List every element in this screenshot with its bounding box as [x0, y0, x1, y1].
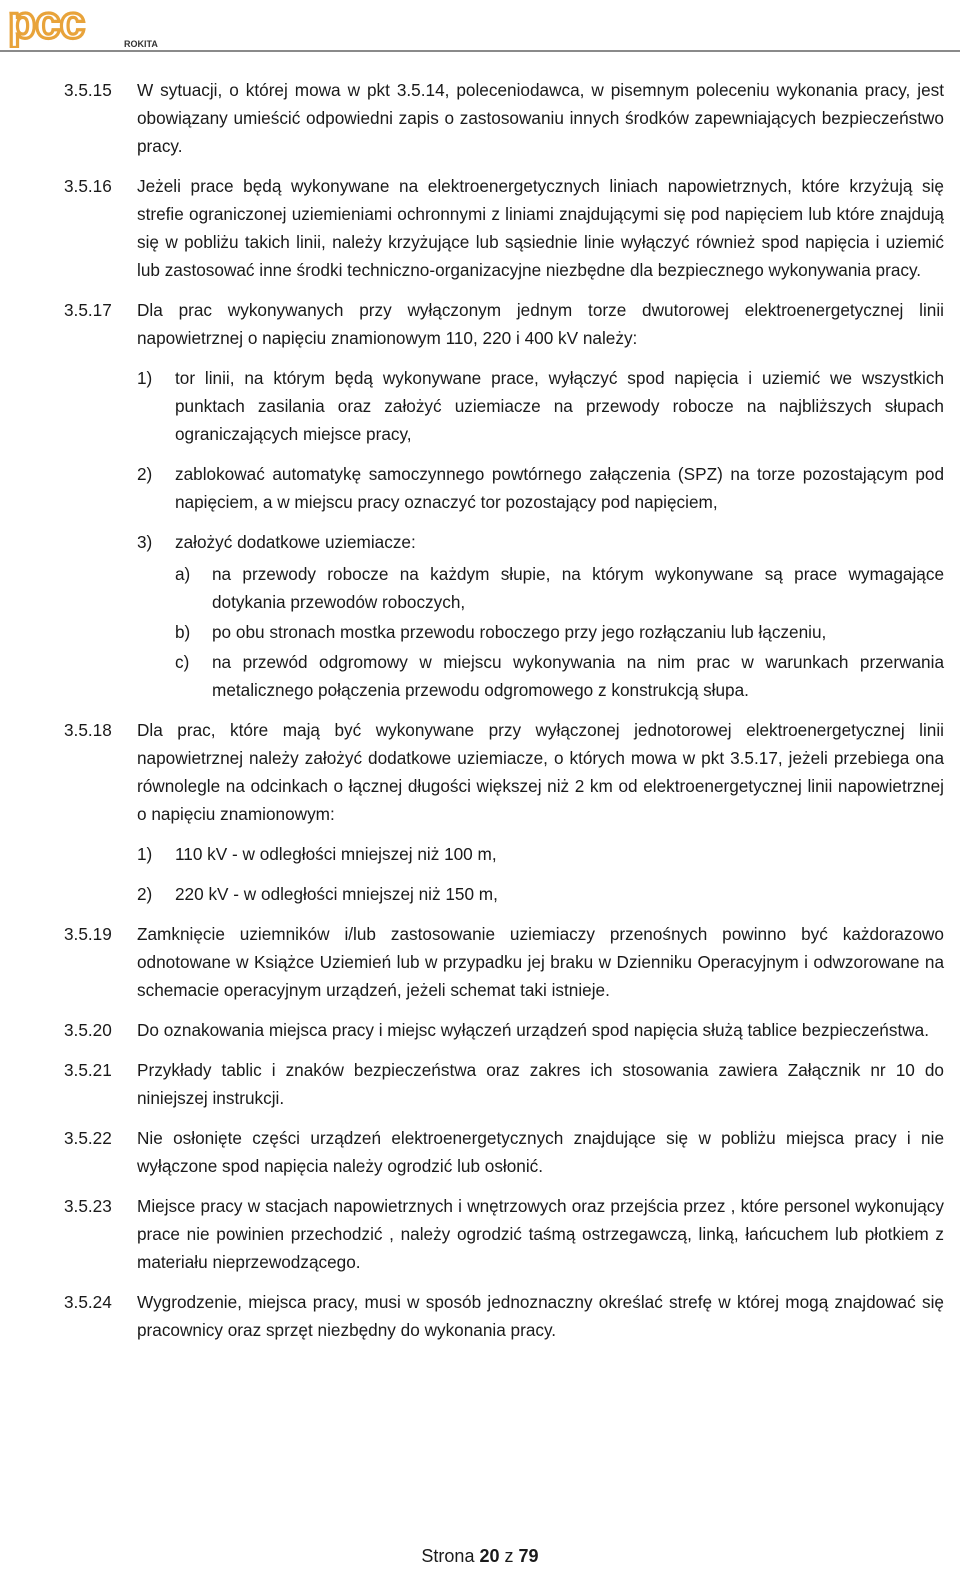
section-text: Nie osłonięte części urządzeń elektroenergetycznych znajdujące się w pobliżu miejsca pracy i nie wyłączone spod napięcia należy ogrodzić lub osłonić.: [137, 1128, 944, 1176]
sub-list-item-text: po obu stronach mostka przewodu roboczego przy jego rozłączaniu lub łączeniu,: [212, 622, 827, 642]
section-text: Miejsce pracy w stacjach napowietrznych i wnętrzowych oraz przejścia przez , które personel wykonujący prace nie powinien przechodzić , należy ogrodzić taśmą ostrzegawczą, linką, łańcuchem lub płotkiem z materiału nieprzewodzącego.: [137, 1196, 944, 1272]
list-item-text: założyć dodatkowe uziemiacze:: [175, 532, 416, 552]
sub-list-item: [175, 648, 944, 704]
section-text: W sytuacji, o której mowa w pkt 3.5.14, poleceniodawca, w pisemnym poleceniu wykonania pracy, jest obowiązany umieścić odpowiedni zapis o zastosowaniu innych środków zapewniających bezpieczeństwo pracy.: [137, 80, 944, 156]
section-number: 3.5.18: [64, 720, 112, 740]
sub-list-item-text: na przewód odgromowy w miejscu wykonywania na nim prac w warunkach przerwania metalicznego połączenia przewodu odgromowego z konstrukcją słupa.: [212, 652, 944, 700]
section-3-5-18-list: [137, 840, 944, 908]
list-item-text: 220 kV - w odległości mniejszej niż 150 m,: [175, 884, 498, 904]
section-number: 3.5.15: [64, 80, 112, 100]
section-number: 3.5.23: [64, 1196, 112, 1216]
sub-list: [175, 560, 944, 704]
list-item: [137, 528, 944, 556]
list-marker: 1): [137, 368, 153, 388]
list-marker: 3): [137, 532, 153, 552]
section-text: Dla prac wykonywanych przy wyłączonym jednym torze dwutorowej elektroenergetycznej linii napowietrznej o napięciu znamionowym 110, 220 i 400 kV należy:: [137, 300, 944, 348]
sub-list-item-text: na przewody robocze na każdym słupie, na którym wykonywane są prace wymagające dotykania przewodów roboczych,: [212, 564, 944, 612]
section-3-5-17-list: [137, 364, 944, 704]
sub-list-marker: b): [175, 622, 191, 642]
section-3-5-24: [64, 1288, 944, 1344]
sub-list-marker: c): [175, 652, 190, 672]
section-text: Wygrodzenie, miejsca pracy, musi w sposób jednoznaczny określać strefę w której mogą znajdować się pracownicy oraz sprzęt niezbędny do wykonania pracy.: [137, 1292, 944, 1340]
page-footer: [0, 1542, 960, 1570]
list-item: [137, 880, 944, 908]
header-divider: [0, 50, 960, 52]
section-number: 3.5.16: [64, 176, 112, 196]
current-page: 20: [479, 1546, 500, 1566]
section-number: 3.5.20: [64, 1020, 112, 1040]
section-3-5-23: [64, 1192, 944, 1276]
list-item-text: 110 kV - w odległości mniejszej niż 100 m,: [175, 844, 497, 864]
document-body: [64, 76, 944, 1356]
section-3-5-18: [64, 716, 944, 828]
section-3-5-21: [64, 1056, 944, 1112]
list-item: [137, 840, 944, 868]
section-3-5-16: [64, 172, 944, 284]
sub-list-item: [175, 618, 944, 646]
section-text: Do oznakowania miejsca pracy i miejsc wyłączeń urządzeń spod napięcia służą tablice bezpieczeństwa.: [137, 1020, 929, 1040]
section-number: 3.5.22: [64, 1128, 112, 1148]
list-item: [137, 460, 944, 516]
section-3-5-20: [64, 1016, 944, 1044]
total-pages: 79: [518, 1546, 539, 1566]
list-marker: 2): [137, 884, 153, 904]
list-marker: 1): [137, 844, 153, 864]
list-marker: 2): [137, 464, 153, 484]
page-separator: z: [504, 1546, 514, 1566]
svg-text:pcc: pcc: [8, 4, 85, 48]
pcc-rokita-logo: [6, 4, 166, 48]
section-number: 3.5.19: [64, 924, 112, 944]
sub-list-marker: a): [175, 564, 191, 584]
section-number: 3.5.21: [64, 1060, 112, 1080]
section-text: Jeżeli prace będą wykonywane na elektroenergetycznych liniach napowietrznych, które krzyżują się strefie ograniczonej uziemieniami ochronnymi z liniami znajdującymi się pod napięciem lub które znajdują się w pobliżu takich linii, należy krzyżujące lub sąsiednie linie wyłączyć również spod napięcia i uziemić lub zastosować inne środki techniczno-organizacyjne niezbędne dla bezpiecznego wykonywania pracy.: [137, 176, 944, 280]
section-text: Dla prac, które mają być wykonywane przy wyłączonej jednotorowej elektroenergetycznej linii napowietrznej należy założyć dodatkowe uziemiacze, o których mowa w pkt 3.5.17, jeżeli przebiega ona równolegle na odcinkach o łącznej długości większej niż 2 km od elektroenergetycznej linii napowietrznej o napięciu znamionowym:: [137, 720, 944, 824]
list-item-text: zablokować automatykę samoczynnego powtórnego załączenia (SPZ) na torze pozostającym pod napięciem, a w miejscu pracy oznaczyć tor pozostający pod napięciem,: [175, 464, 944, 512]
section-number: 3.5.24: [64, 1292, 112, 1312]
list-item: [137, 364, 944, 448]
section-3-5-17: [64, 296, 944, 352]
section-3-5-19: [64, 920, 944, 1004]
section-number: 3.5.17: [64, 300, 112, 320]
page-header: [0, 0, 960, 52]
list-item-text: tor linii, na którym będą wykonywane prace, wyłączyć spod napięcia i uziemić we wszystkich punktach zasilania oraz założyć uziemiacze na przewody robocze na najbliższych słupach ograniczających miejsce pracy,: [175, 368, 944, 444]
svg-text:ROKITA: ROKITA: [124, 39, 158, 48]
section-text: Przykłady tablic i znaków bezpieczeństwa oraz zakres ich stosowania zawiera Załącznik nr 10 do niniejszej instrukcji.: [137, 1060, 944, 1108]
section-3-5-15: [64, 76, 944, 160]
sub-list-item: [175, 560, 944, 616]
section-3-5-22: [64, 1124, 944, 1180]
section-text: Zamknięcie uziemników i/lub zastosowanie uziemiaczy przenośnych powinno być każdorazowo odnotowane w Książce Uziemień lub w przypadku jej braku w Dzienniku Operacyjnym i odwzorowane na schemacie operacyjnym urządzeń, jeżeli schemat taki istnieje.: [137, 924, 944, 1000]
page-label: Strona: [421, 1546, 475, 1566]
